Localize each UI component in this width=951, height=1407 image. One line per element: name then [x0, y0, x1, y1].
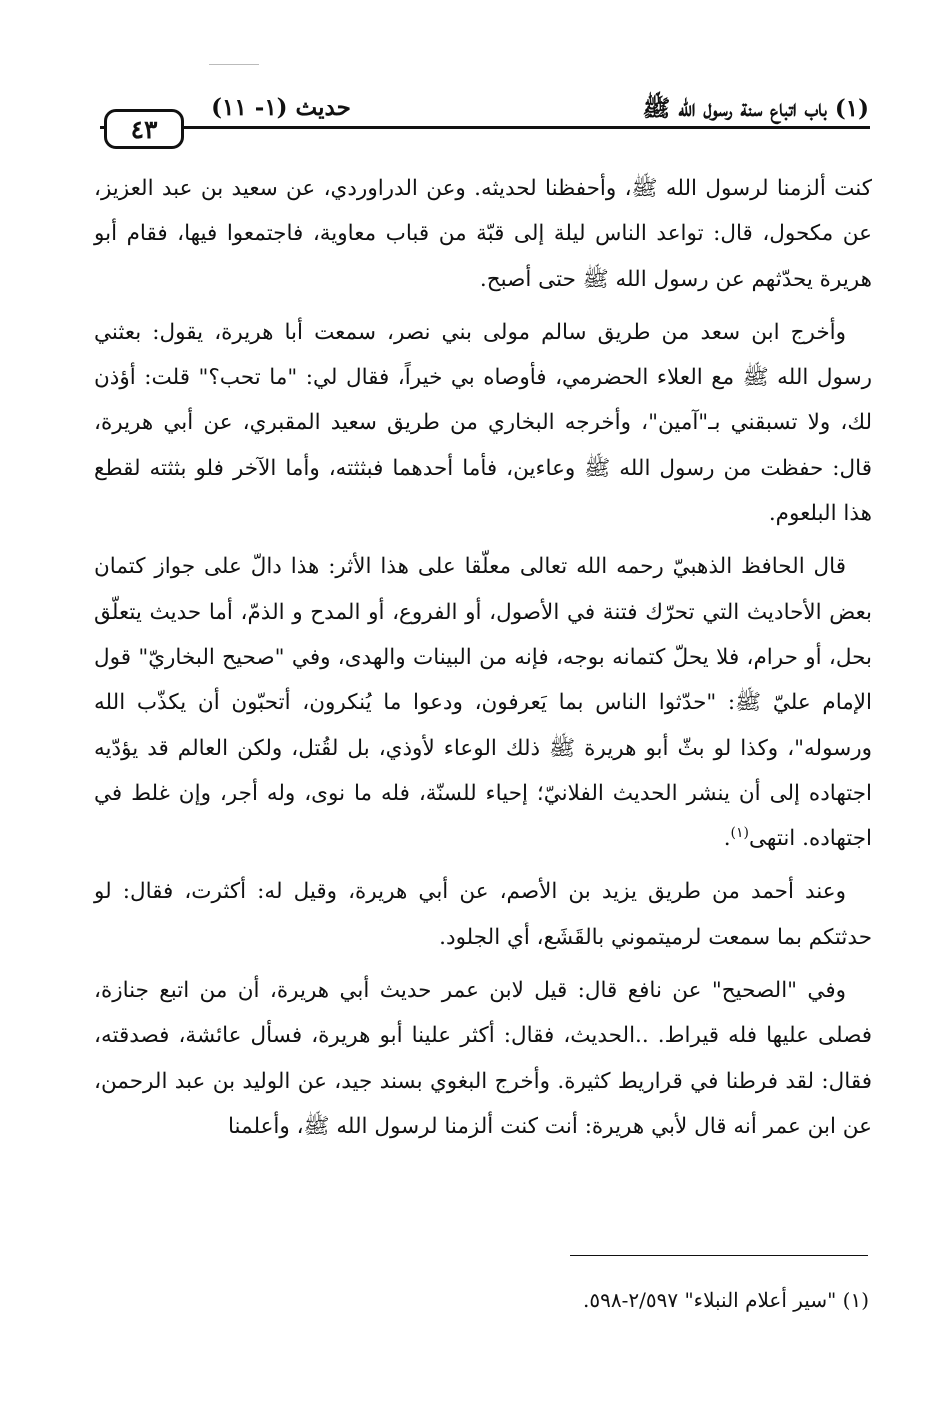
scan-artifact-line: [209, 64, 259, 65]
paragraph: وأخرج ابن سعد من طريق سالم مولى بني نصر، سمعت أبا هريرة، يقول: بعثني رسول الله ﷺ مع العلاء الحضرمي، فأوصاه بي خيراً، فقال لي: "ما تحب؟" قلت: أؤذن لك، ولا تسبقني بـ"آمين"، وأخرجه البخاري من طريق سعيد المقبري، عن أبي هريرة، قال: حفظت من رسول الله ﷺ وعاءين، فأما أحدهما فبثثته، وأما الآخر فلو بثثته لقطع هذا البلعوم.: [94, 319, 872, 527]
paragraph: وفي "الصحيح" عن نافع قال: قيل لابن عمر حديث أبي هريرة، أن من اتبع جنازة، فصلى عليها فله قيراط. ..الحديث، فقال: أكثر علينا أبو هريرة، فسأل عائشة، فصدقته، فقال: لقد فرطنا في قراريط كثيرة. وأخرج البغوي بسند جيد، عن الوليد بن عبد الرحمن، عن ابن عمر أنه قال لأبي هريرة: أنت كنت ألزمنا لرسول الله ﷺ، وأعلمنا: [94, 978, 872, 1139]
page-number: ٤٣: [130, 114, 158, 144]
paragraph: كنت ألزمنا لرسول الله ﷺ، وأحفظنا لحديثه. وعن الدراوردي، عن سعيد بن عبد العزيز، عن مكحول، قال: تواعد الناس ليلة إلى قبّة من قباب معاوية، فاجتمعوا فيها، فقام أبو هريرة يحدّثهم عن رسول الله ﷺ حتى أصبح.: [94, 176, 872, 292]
hadith-reference: حديث (١- ١١): [211, 94, 351, 121]
paragraph: وعند أحمد من طريق يزيد بن الأصم، عن أبي هريرة، وقيل له: أكثرت، فقال: لو حدثتكم بما سمعت لرميتموني بالقَشَع، أي الجلود.: [94, 879, 872, 950]
footnote-separator: [570, 1255, 868, 1256]
footnote: (١) "سير أعلام النبلاء" ٢/٥٩٧-٥٩٨.: [583, 1288, 869, 1312]
paragraph-end: .: [723, 826, 731, 852]
paragraph-text: قال الحافظ الذهبيّ رحمه الله تعالى معلّقا على هذا الأثر: هذا دالّ على جواز كتمان بعض الأحاديث التي تحرّك فتنة في الأصول، أو الفروع، أو المدح و الذمّ، أما حديث يتعلّق بحل، أو حرام، فلا يحلّ كتمانه بوجه، فإنه من البينات والهدى، وفي "صحيح البخاريّ" قول الإمام عليّ ﷺ: "حدّثوا الناس بما يَعرفون، ودعوا ما يُنكرون، أتحبّون أن يكذّب الله ورسوله"، وكذا لو بثّ أبو هريرة ﷺ ذلك الوعاء لأوذي، بل لقُتل، ولكن العالم قد يؤدّيه اجتهاده إلى أن ينشر الحديث الفلانيّ؛ إحياء للسنّة، فله ما نوى، وله أجر، وإن غلط في اجتهاده. انتهى: [94, 554, 872, 852]
body-text: [94, 166, 872, 1157]
chapter-title: (١) باب اتباع سنة رسول الله ﷺ: [642, 95, 869, 122]
paragraph: [94, 544, 872, 861]
page-number-box: [104, 109, 184, 149]
footnote-reference[interactable]: (١): [730, 825, 749, 841]
